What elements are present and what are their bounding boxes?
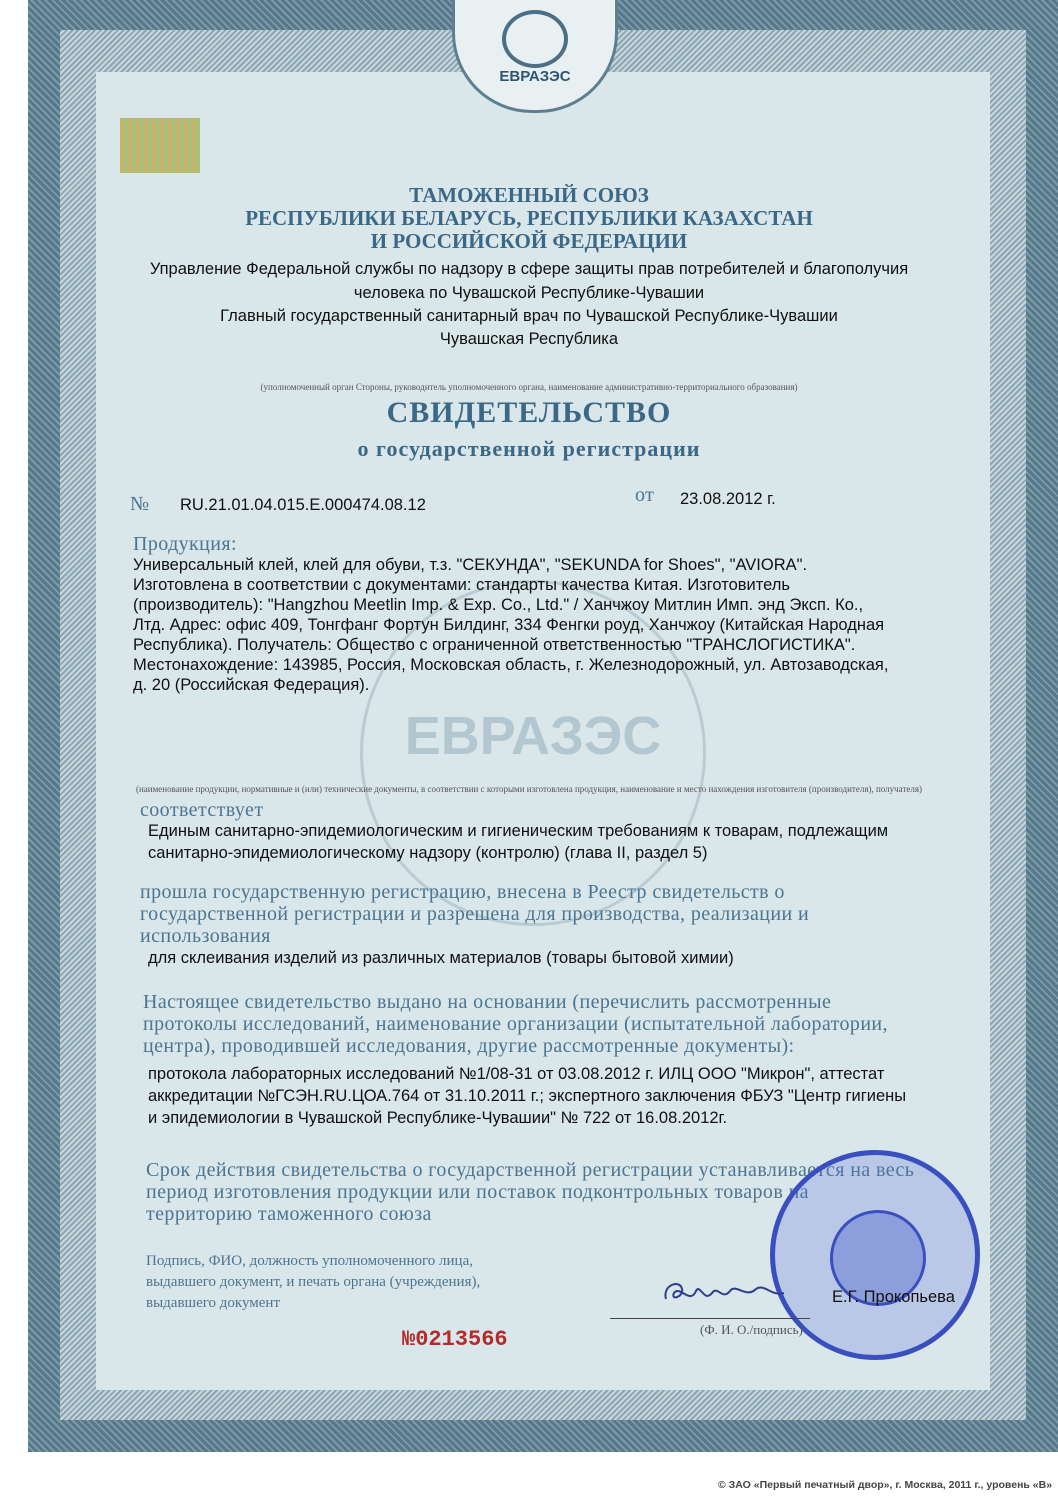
product-line: д. 20 (Российская Федерация). — [133, 676, 370, 694]
document-title: СВИДЕТЕЛЬСТВО — [386, 396, 672, 429]
document-subtitle: о государственной регистрации — [357, 436, 701, 461]
conforms-label: соответствует — [140, 799, 264, 821]
date-label: от — [635, 484, 655, 506]
hologram — [120, 118, 200, 173]
basis-line: протоколы исследований, наименование организации (испытательной лаборатории, — [143, 1013, 888, 1035]
signature-caption: (Ф. И. О./подпись) — [700, 1322, 803, 1337]
product-label: Продукция: — [133, 533, 237, 555]
signature-scribble — [660, 1275, 790, 1311]
number-label: № — [130, 493, 150, 515]
basis-value: протокола лабораторных исследований №1/08-31 от 03.08.2012 г. ИЛЦ ООО "Микрон", аттестат — [148, 1065, 885, 1083]
authority-caption: (уполномоченный орган Стороны, руководитель уполномоченного органа, наименование административно-территориального образования) — [260, 382, 798, 392]
header-line: И РОССИЙСКОЙ ФЕДЕРАЦИИ — [370, 229, 688, 253]
header-line: ТАМОЖЕННЫЙ СОЮЗ — [409, 183, 649, 207]
signatory-name: Е.Г. Прокопьева — [832, 1288, 955, 1306]
signature-label: выдавшего документ — [146, 1295, 281, 1311]
serial-number: №0213566 — [402, 1327, 508, 1352]
product-line: Универсальный клей, клей для обуви, т.з. "СЕКУНДА", "SEKUNDA for Shoes", "AVIORA". — [133, 556, 808, 574]
printer-footer: © ЗАО «Первый печатный двор», г. Москва, 2011 г., уровень «В» — [718, 1479, 1053, 1491]
authority-line: Чувашская Республика — [439, 330, 619, 348]
validity-line: территорию таможенного союза — [146, 1203, 432, 1225]
product-line: Изготовлена в соответствии с документами: стандарты качества Китая. Изготовитель — [133, 576, 791, 594]
basis-value: аккредитации №ГСЭН.RU.ЦОА.764 от 31.10.2011 г.; экспертного заключения ФБУЗ "Центр гигиены — [148, 1087, 907, 1105]
logo-text: ЕВРАЗЭС — [499, 68, 571, 85]
product-line: Республика). Получатель: Общество с ограниченной ответственностью "ТРАНСЛОГИСТИКА". — [133, 636, 856, 654]
product-line: (производитель): "Hangzhou Meetlin Imp. & Exp. Co., Ltd." / Ханчжоу Митлин Имп. энд Эксп. Ко., — [133, 596, 864, 614]
basis-line: центра), проводившей исследования, другие рассмотренные документы): — [143, 1035, 795, 1057]
registered-line: прошла государственную регистрацию, внесена в Реестр свидетельств о — [140, 881, 785, 903]
handwritten-signature — [660, 1275, 790, 1311]
conforms-line: Единым санитарно-эпидемиологическим и гигиеническим требованиям к товарам, подлежащим — [148, 822, 889, 840]
signature-line — [610, 1318, 810, 1319]
authority-line: Главный государственный санитарный врач по Чувашской Республике-Чувашии — [220, 307, 838, 325]
conforms-line: санитарно-эпидемиологическому надзору (контролю) (глава II, раздел 5) — [148, 844, 708, 862]
validity-line: Срок действия свидетельства о государственной регистрации устанавливается на весь — [146, 1159, 915, 1181]
product-line: Местонахождение: 143985, Россия, Московская область, г. Железнодорожный, ул. Автозаводская, — [133, 656, 889, 674]
header-line: РЕСПУБЛИКИ БЕЛАРУСЬ, РЕСПУБЛИКИ КАЗАХСТАН — [245, 206, 813, 230]
authority-line: человека по Чувашской Республике-Чувашии — [353, 284, 705, 302]
product-line: Лтд. Адрес: офис 409, Тонгфанг Фортун Билдинг, 334 Фенгки роуд, Ханчжоу (Китайская Народная — [133, 616, 885, 634]
emblem-icon — [502, 10, 568, 68]
registration-date: 23.08.2012 г. — [680, 490, 776, 508]
usage-text: для склеивания изделий из различных материалов (товары бытовой химии) — [148, 949, 734, 967]
basis-line: Настоящее свидетельство выдано на основании (перечислить рассмотренные — [143, 991, 832, 1013]
registered-line: государственной регистрации и разрешена для производства, реализации и — [140, 903, 810, 925]
watermark-logo: ЕВРАЗЭС — [404, 706, 662, 766]
registered-line: использования — [140, 925, 271, 947]
product-caption: (наименование продукции, нормативные и (или) технические документы, в соответствии с которыми изготовлена продукция, наименование и место нахождения изготовителя (производителя), получателя) — [135, 784, 923, 794]
registration-number: RU.21.01.04.015.Е.000474.08.12 — [180, 496, 426, 514]
signature-label: Подпись, ФИО, должность уполномоченного лица, — [146, 1253, 473, 1269]
basis-value: и эпидемиологии в Чувашской Республике-Чувашии" № 722 от 16.08.2012г. — [148, 1109, 728, 1127]
authority-line: Управление Федеральной службы по надзору в сфере защиты прав потребителей и благополучия — [149, 260, 909, 278]
validity-line: период изготовления продукции или поставок подконтрольных товаров на — [146, 1181, 809, 1203]
signature-label: выдавшего документ, и печать органа (учреждения), — [146, 1274, 481, 1290]
